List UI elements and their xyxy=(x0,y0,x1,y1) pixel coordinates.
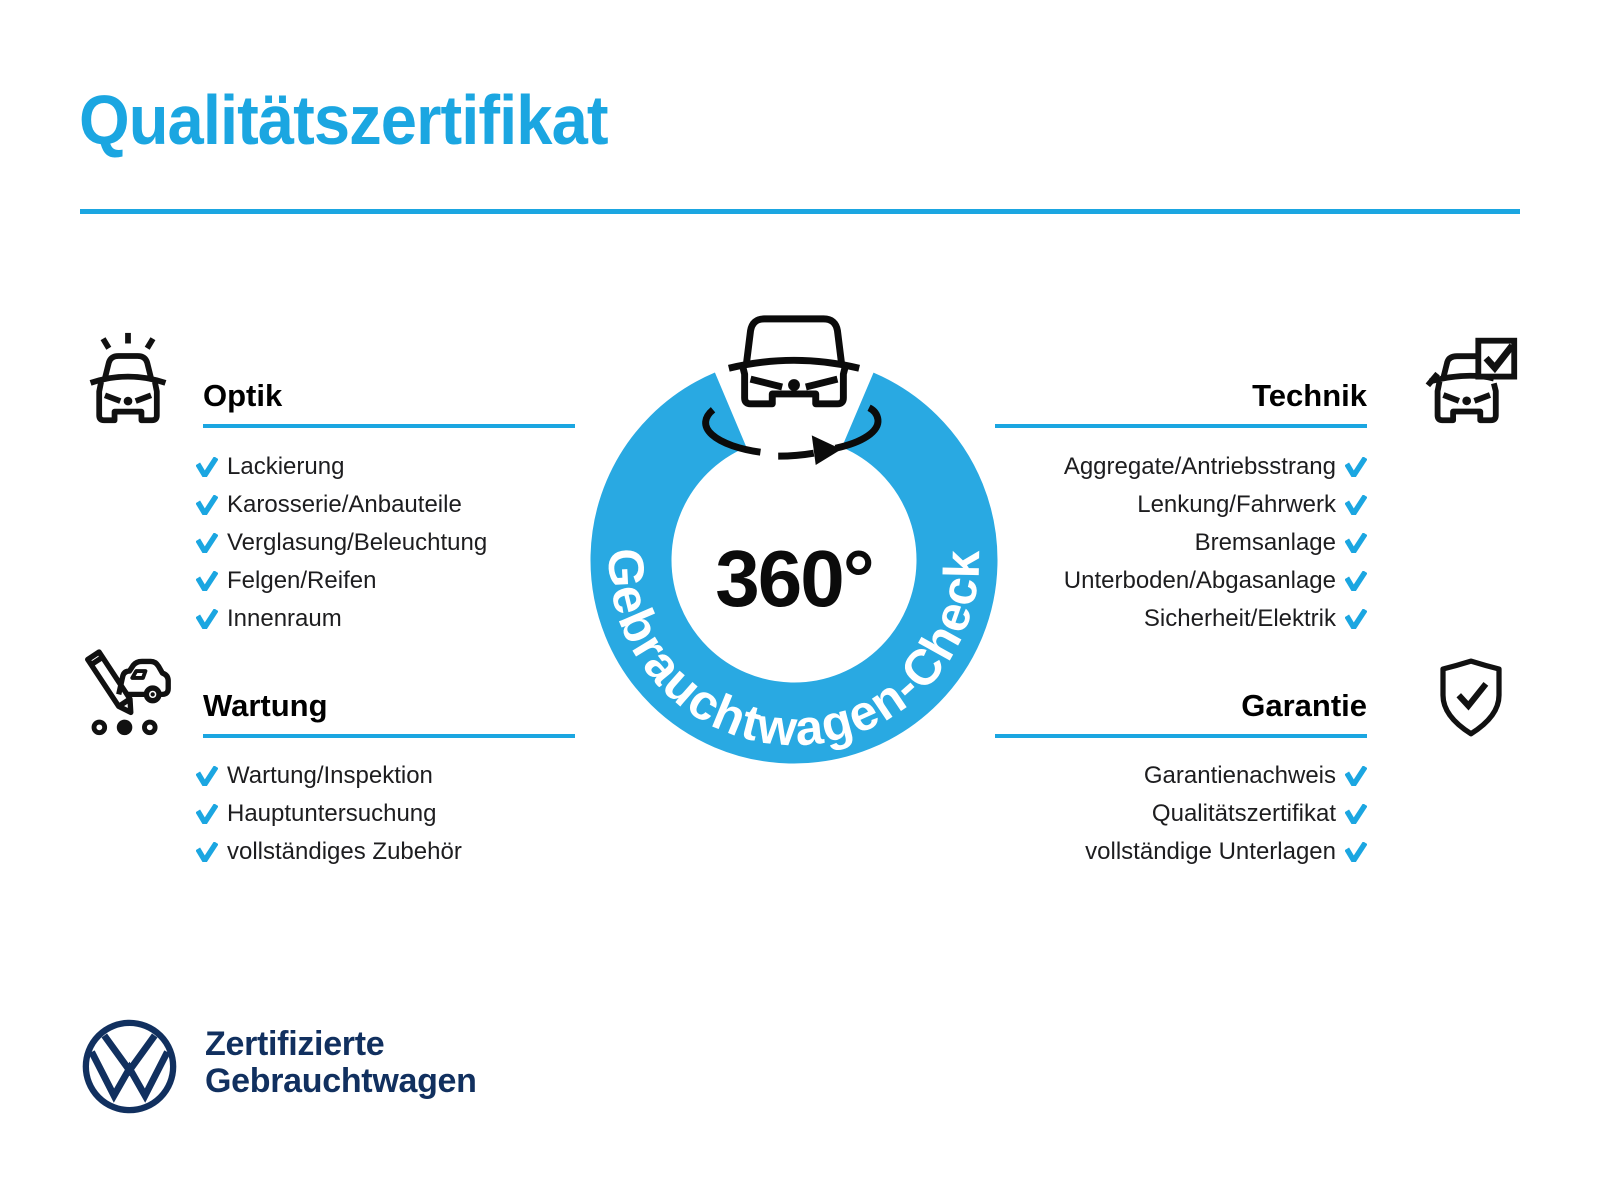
check-icon xyxy=(196,766,218,786)
check-icon xyxy=(196,842,218,862)
shield-check-icon xyxy=(1436,651,1506,743)
check-icon xyxy=(1345,571,1367,591)
section-rule-optik xyxy=(203,424,575,428)
check-icon xyxy=(196,495,218,515)
list-item: Verglasung/Beleuchtung xyxy=(196,524,487,562)
check-icon xyxy=(1345,609,1367,629)
check-icon xyxy=(196,609,218,629)
optik-checklist xyxy=(196,448,487,638)
section-rule-wartung xyxy=(203,734,575,738)
garantie-checklist xyxy=(807,757,1367,871)
check-icon xyxy=(196,804,218,824)
section-title-technik: Technik xyxy=(1252,378,1367,413)
list-item: Bremsanlage xyxy=(807,524,1367,562)
car-shine-icon xyxy=(80,326,176,432)
check-icon xyxy=(196,457,218,477)
brand-line-1: Zertifizierte xyxy=(205,1025,385,1063)
page-title: Qualitätszertifikat xyxy=(79,81,608,159)
section-title-garantie: Garantie xyxy=(1241,688,1367,723)
section-title-wartung: Wartung xyxy=(203,688,328,723)
brand-line-2: Gebrauchtwagen xyxy=(205,1062,477,1100)
check-icon xyxy=(1345,495,1367,515)
check-icon xyxy=(1345,457,1367,477)
rotating-car-icon xyxy=(694,309,894,467)
list-item: Innenraum xyxy=(196,600,487,638)
brand-wordmark xyxy=(205,1026,477,1100)
list-item: vollständiges Zubehör xyxy=(196,833,462,871)
list-item: Sicherheit/Elektrik xyxy=(807,600,1367,638)
vw-logo xyxy=(81,1018,178,1115)
section-rule-technik xyxy=(995,424,1367,428)
car-checkbox-icon xyxy=(1424,331,1521,428)
section-rule-garantie xyxy=(995,734,1367,738)
list-item: Wartung/Inspektion xyxy=(196,757,462,795)
list-item: Unterboden/Abgasanlage xyxy=(807,562,1367,600)
wartung-checklist xyxy=(196,757,462,871)
check-icon xyxy=(196,533,218,553)
list-item: Hauptuntersuchung xyxy=(196,795,462,833)
check-icon xyxy=(1345,804,1367,824)
list-item: Lenkung/Fahrwerk xyxy=(807,486,1367,524)
list-item: Aggregate/Antriebsstrang xyxy=(807,448,1367,486)
list-item: Garantienachweis xyxy=(807,757,1367,795)
list-item: Karosserie/Anbauteile xyxy=(196,486,487,524)
list-item: Lackierung xyxy=(196,448,487,486)
pencil-car-icon xyxy=(78,642,175,739)
section-title-optik: Optik xyxy=(203,378,283,413)
check-icon xyxy=(196,571,218,591)
title-divider xyxy=(80,209,1520,214)
check-icon xyxy=(1345,842,1367,862)
ring-label: Gebrauchtwagen-Check xyxy=(597,546,991,758)
list-item: Felgen/Reifen xyxy=(196,562,487,600)
360-degree-label: 360° xyxy=(715,534,873,623)
check-icon xyxy=(1345,533,1367,553)
list-item: Qualitätszertifikat xyxy=(807,795,1367,833)
list-item: vollständige Unterlagen xyxy=(807,833,1367,871)
check-icon xyxy=(1345,766,1367,786)
